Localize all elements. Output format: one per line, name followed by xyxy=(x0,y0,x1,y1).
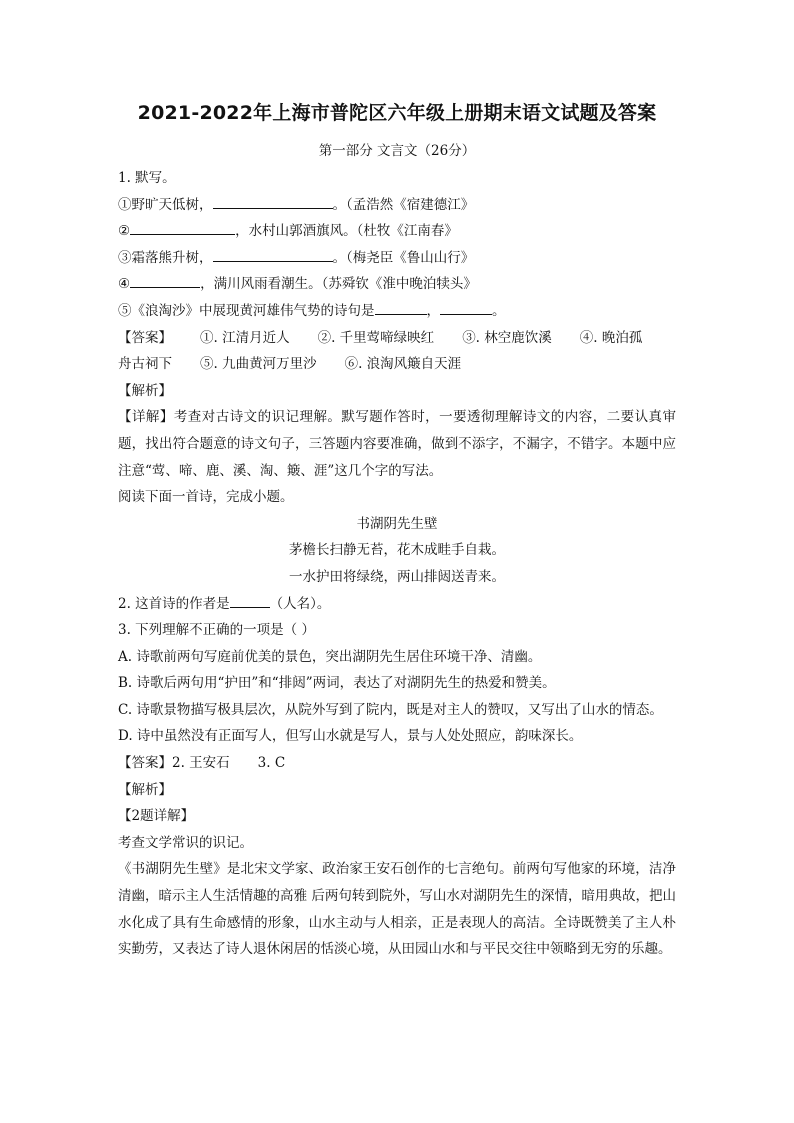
q1-item-4: ④ ，满川风雨看潮生。（苏舜钦《淮中晚泊犊头》 xyxy=(118,271,676,298)
question-2: 2. 这首诗的作者是 （人名）。 xyxy=(118,591,676,618)
section-header: 第一部分 文言文（26分） xyxy=(318,143,476,159)
answer-blank xyxy=(130,220,235,235)
q1-analysis-label: 【解析】 xyxy=(118,382,172,399)
detail-2-paragraph: 《书湖阴先生壁》是北宋文学家、政治家王安石创作的七言绝句。前两句写他家的环境，洁净清幽，暗示主人生活情趣的高雅 后两句转到院外，写山水对湖阴先生的深情，暗用典故，把山水化成了具有生命感情的形象，山水主动与人相亲，正是表现人的高洁。全诗既赞美了主人朴实勤劳，又表达了诗人退休闲居的恬淡心境，从田园山水和与平民交往中领略到无穷的乐趣。 xyxy=(118,861,676,958)
answer-2-3: 【答案】2. 王安石 3. C xyxy=(118,755,286,772)
q3-option-d: D. 诗中虽然没有正面写人，但写山水就是写人，景与人处处照应，韵味深长。 xyxy=(118,728,583,745)
q1-answer-line-2: 舟古祠下 ⑤. 九曲黄河万里沙 ⑥. 浪淘风簸自天涯 xyxy=(118,356,462,373)
analysis-2-label: 【解析】 xyxy=(118,781,172,798)
q1-answer-line-1: 【答案】 ①. 江清月近人 ②. 千里莺啼绿映红 ③. 林空鹿饮溪 ④. 晚泊孤 xyxy=(118,329,643,346)
poem-line-2: 一水护田将绿绕，两山排闼送青来。 xyxy=(289,568,505,585)
answer-blank xyxy=(130,273,200,288)
answer-label: 【答案】 xyxy=(118,329,172,346)
document-title: 2021-2022年上海市普陀区六年级上册期末语文试题及答案 xyxy=(137,102,657,124)
reading-intro: 阅读下面一首诗，完成小题。 xyxy=(118,489,294,506)
q3-option-c: C. 诗歌景物描写极具层次，从院外写到了院内，既是对主人的赞叹，又写出了山水的情态。 xyxy=(118,701,663,718)
answer-blank xyxy=(213,247,333,262)
poem-line-1: 茅檐长扫静无苔，花木成畦手自栽。 xyxy=(289,542,505,559)
question-3-stem: 3. 下列理解不正确的一项是（ ） xyxy=(118,622,315,639)
q1-item-3: ③霜落熊升树， 。（梅尧臣《鲁山山行》 xyxy=(118,245,676,272)
q1-item-5: ⑤《浪淘沙》中展现黄河雄伟气势的诗句是 ， 。 xyxy=(118,298,676,325)
answer-blank xyxy=(375,300,427,315)
q3-option-a: A. 诗歌前两句写庭前优美的景色，突出湖阴先生居住环境干净、清幽。 xyxy=(118,648,542,665)
q1-detail: 【详解】考查对古诗文的识记理解。默写题作答时，一要透彻理解诗文的内容，二要认真审题，找出符合题意的诗文句子，三答题内容要准确，做到不添字，不漏字，不错字。本题中应注意“莺、啼、鹿、溪、淘、簸、涯”这几个字的写法。 xyxy=(118,409,676,479)
answer-blank xyxy=(230,593,270,608)
q3-option-b: B. 诗歌后两句用“护田”和“排闼”两词，表达了对湖阴先生的热爱和赞美。 xyxy=(118,675,556,692)
q1-item-1: ①野旷天低树， 。（孟浩然《宿建德江》 xyxy=(118,192,676,219)
detail-2-line: 考查文学常识的识记。 xyxy=(118,834,253,851)
question-1-heading: 1. 默写。 xyxy=(118,170,176,186)
poem-title: 书湖阴先生壁 xyxy=(356,515,438,532)
answer-blank xyxy=(440,300,492,315)
q1-item-2: ② ，水村山郭酒旗风。（杜牧《江南春》 xyxy=(118,218,676,245)
detail-2-label: 【2题详解】 xyxy=(118,808,195,825)
answer-blank xyxy=(213,194,333,209)
